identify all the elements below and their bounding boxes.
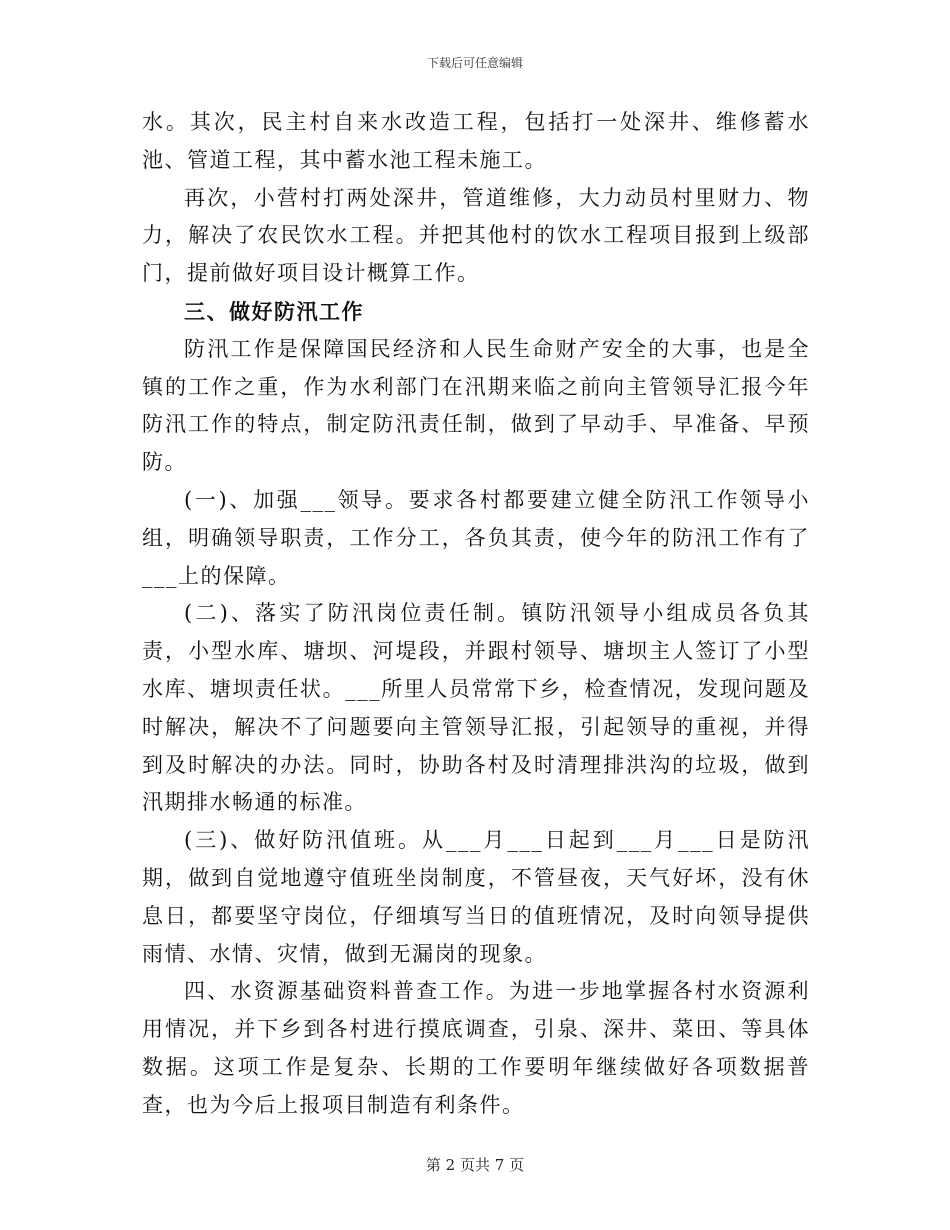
paragraph-item-2: (二)、落实了防汛岗位责任制。镇防汛领导小组成员各负其责，小型水库、塘坝、河堤段，并跟村领导、塘坝主人签订了小型水库、塘坝责任状。___所里人员常常下乡，检查情况，发现问题及时解决，解决不了问题要向主管领导汇报，引起领导的重视，并得到及时解决的办法。同时，协助各村及时清理排洪沟的垃圾，做到汛期排水畅通的标准。 <box>142 601 810 815</box>
paragraph-item-3: (三)、做好防汛值班。从___月___日起到___月___日是防汛期，做到自觉地遵守值班坐岗制度，不管昼夜，天气好坏，没有休息日，都要坚守岗位，仔细填写当日的值班情况，及时向领导提供雨情、水情、灾情，做到无漏岗的现象。 <box>142 828 810 966</box>
paragraph-section-4: 四、水资源基础资料普查工作。为进一步地掌握各村水资源利用情况，并下乡到各村进行摸底调查，引泉、深井、菜田、等具体数据。这项工作是复杂、长期的工作要明年继续做好各项数据普查，也为今后上报项目制造有利条件。 <box>142 979 810 1117</box>
page-header: 下载后可任意编辑 <box>426 56 523 70</box>
document-body <box>142 104 810 1125</box>
paragraph-flood-intro: 防汛工作是保障国民经济和人民生命财产安全的大事，也是全镇的工作之重，作为水利部门在汛期来临之前向主管领导汇报今年防汛工作的特点，制定防汛责任制，做到了早动手、早准备、早预防。 <box>142 336 810 475</box>
paragraph-item-1: (一)、加强___领导。要求各村都要建立健全防汛工作领导小组，明确领导职责，工作分工，各负其责，使今年的防汛工作有了___上的保障。 <box>142 487 810 588</box>
section-heading-flood-control: 三、做好防汛工作 <box>184 298 364 324</box>
paragraph-village-wells: 再次，小营村打两处深井，管道维修，大力动员村里财力、物力，解决了农民饮水工程。并把其他村的饮水工程项目报到上级部门，提前做好项目设计概算工作。 <box>142 185 810 286</box>
paragraph-continuation: 水。其次，民主村自来水改造工程，包括打一处深井、维修蓄水池、管道工程，其中蓄水池工程未施工。 <box>142 110 810 172</box>
page-footer: 第 2 页共 7 页 <box>425 1156 525 1174</box>
